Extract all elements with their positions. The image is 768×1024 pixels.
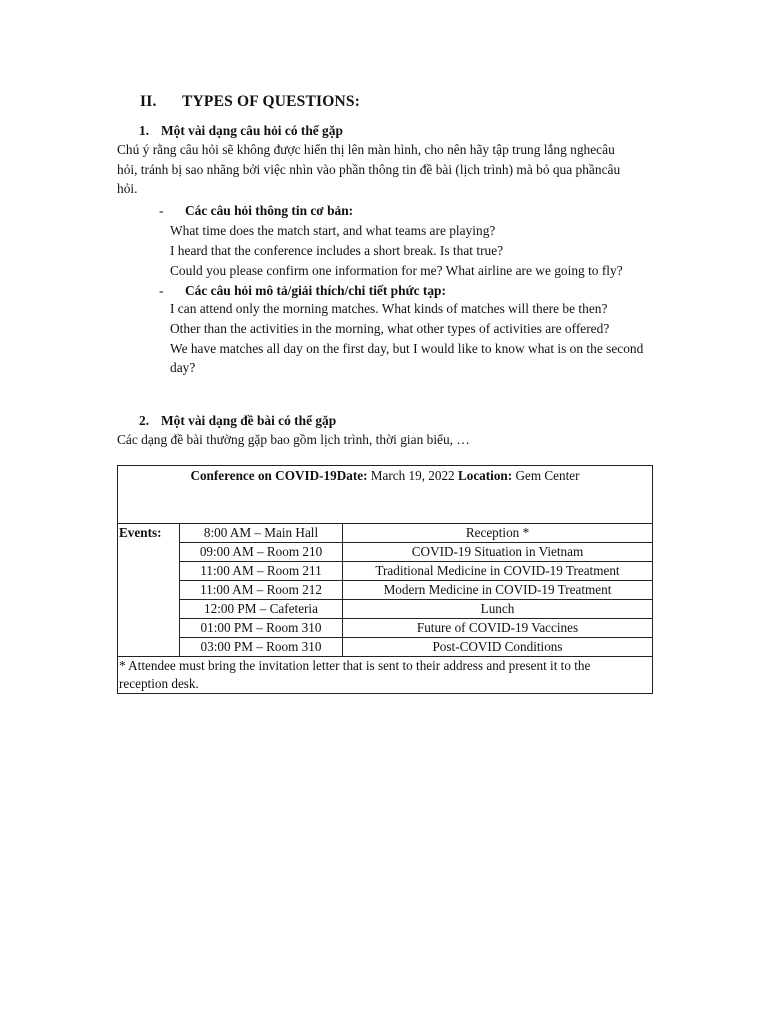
table-row xyxy=(118,543,653,562)
part1-heading xyxy=(139,123,343,139)
group2-line-1: I can attend only the morning matches. What kinds of matches will there be then? xyxy=(170,301,608,316)
row-event: Lunch xyxy=(343,600,653,619)
row-time: 11:00 AM – Room 211 xyxy=(180,562,343,581)
part2-para: Các dạng đề bài thường gặp bao gồm lịch trình, thời gian biểu, … xyxy=(117,432,470,447)
part1-heading-text: Một vài dạng câu hỏi có thể gặp xyxy=(161,123,343,138)
row-event: Post-COVID Conditions xyxy=(343,638,653,657)
schedule-date: March 19, 2022 xyxy=(367,468,458,483)
part2-heading xyxy=(139,413,336,429)
section-number: II. xyxy=(140,93,157,110)
row-event: Reception * xyxy=(343,524,653,543)
table-row xyxy=(118,600,653,619)
footnote-line-1: * Attendee must bring the invitation letter that is sent to their address and present it to the xyxy=(119,658,591,673)
part2-heading-text: Một vài dạng đề bài có thể gặp xyxy=(161,413,337,428)
group1-line-2: I heard that the conference includes a short break. Is that true? xyxy=(170,243,504,258)
group1-line-3: Could you please confirm one information for me? What airline are we going to fly? xyxy=(170,263,623,278)
footnote-row xyxy=(118,657,653,694)
row-event: Future of COVID-19 Vaccines xyxy=(343,619,653,638)
events-label: Events: xyxy=(118,524,180,657)
section-heading xyxy=(140,93,360,111)
table-row xyxy=(118,638,653,657)
schedule-title: Conference on COVID-19Date: xyxy=(190,468,368,483)
schedule-title-cell xyxy=(118,466,653,524)
group2-line-3: We have matches all day on the first day, but I would like to know what is on the second xyxy=(170,341,644,356)
footnote-line-2: reception desk. xyxy=(119,676,199,691)
part1-para-line-3: hỏi. xyxy=(117,181,138,196)
row-time: 12:00 PM – Cafeteria xyxy=(180,600,343,619)
table-row xyxy=(118,581,653,600)
bullet-dash: - xyxy=(159,203,164,218)
schedule-location-label: Location: xyxy=(457,468,513,483)
table-row xyxy=(118,562,653,581)
section-title: TYPES OF QUESTIONS: xyxy=(182,93,361,110)
part2-number: 2. xyxy=(139,413,150,428)
row-time: 03:00 PM – Room 310 xyxy=(180,638,343,657)
schedule-table xyxy=(117,465,653,694)
part1-para-line-1: Chú ý rằng câu hỏi sẽ không được hiển thị lên màn hình, cho nên hãy tập trung lắng nghecâu xyxy=(117,142,615,157)
group1-heading: Các câu hỏi thông tin cơ bản: xyxy=(185,203,354,218)
table-row xyxy=(118,619,653,638)
row-time: 09:00 AM – Room 210 xyxy=(180,543,343,562)
row-event: Traditional Medicine in COVID-19 Treatment xyxy=(343,562,653,581)
schedule-title-row xyxy=(118,466,653,524)
bullet-dash: - xyxy=(159,283,164,298)
footnote-cell xyxy=(118,657,653,694)
row-time: 01:00 PM – Room 310 xyxy=(180,619,343,638)
part1-number: 1. xyxy=(139,123,150,138)
group2-line-2: Other than the activities in the morning, what other types of activities are offered? xyxy=(170,321,610,336)
group2-heading: Các câu hỏi mô tả/giải thích/chi tiết phức tạp: xyxy=(185,283,446,298)
row-event: Modern Medicine in COVID-19 Treatment xyxy=(343,581,653,600)
group2-line-4: day? xyxy=(170,360,196,375)
row-event: COVID-19 Situation in Vietnam xyxy=(343,543,653,562)
group1-line-1: What time does the match start, and what teams are playing? xyxy=(170,223,496,238)
row-time: 8:00 AM – Main Hall xyxy=(180,524,343,543)
schedule-location: Gem Center xyxy=(512,468,580,483)
row-time: 11:00 AM – Room 212 xyxy=(180,581,343,600)
table-row xyxy=(118,524,653,543)
part1-para-line-2: hỏi, tránh bị sao nhãng bởi việc nhìn vào phần thông tin đề bài (lịch trình) mà bỏ qua phầncâu xyxy=(117,162,621,177)
